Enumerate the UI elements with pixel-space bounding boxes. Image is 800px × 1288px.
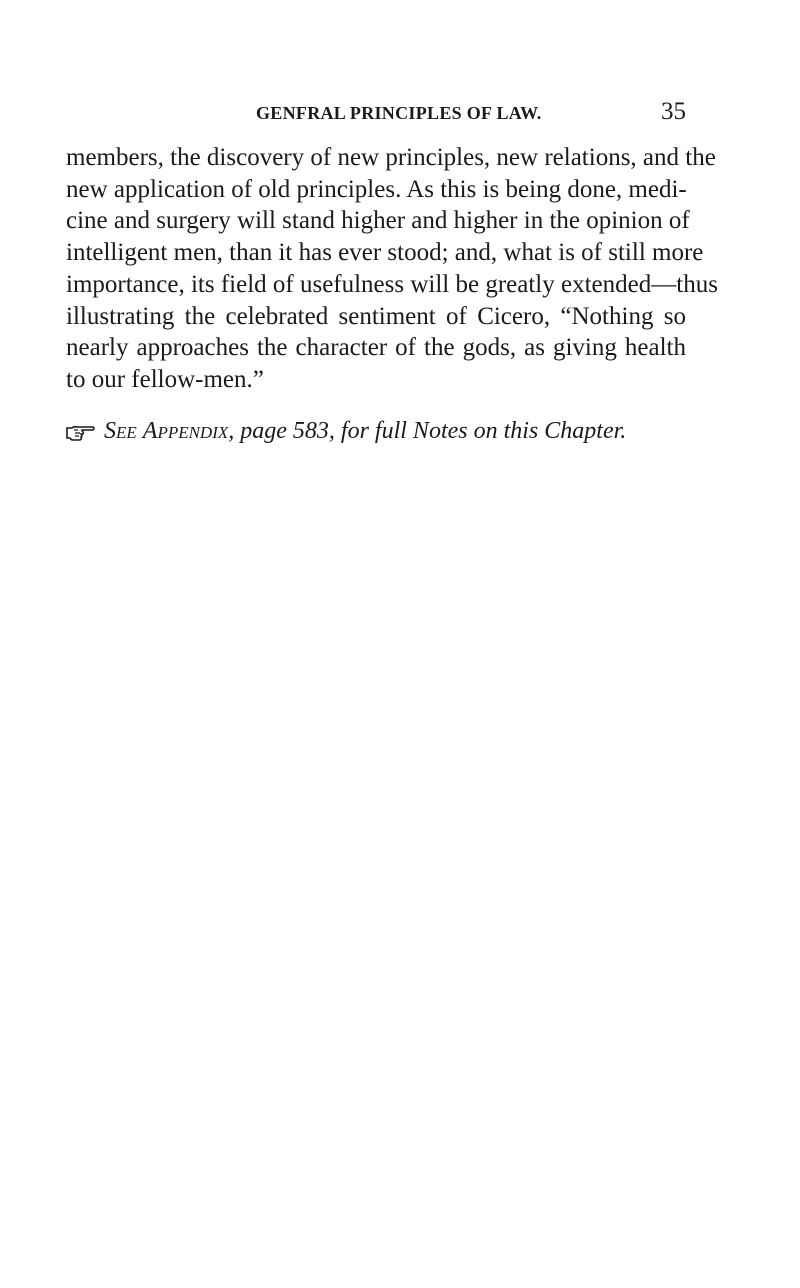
pointing-hand-icon — [66, 422, 96, 449]
appendix-note — [66, 418, 686, 449]
note-appendix: Appendix — [142, 418, 229, 444]
text-line: importance, its field of usefulness will be greatly extended—thus — [66, 270, 718, 298]
text-line: intelligent men, than it has ever stood; and, what is of still more — [66, 239, 704, 267]
page-header — [66, 98, 686, 133]
note-text: , page 583, for full Notes on this Chapter. — [228, 418, 627, 444]
note-see: See — [104, 418, 137, 444]
running-head: GENFRAL PRINCIPLES OF LAW. — [256, 103, 542, 123]
body-paragraph — [66, 142, 718, 396]
text-line: illustrating the celebrated sentiment of Cicero, “Nothing so — [66, 302, 686, 330]
text-line: to our fellow-men.” — [66, 365, 264, 393]
text-line: nearly approaches the character of the gods, as giving health — [66, 334, 686, 362]
text-line: members, the discovery of new principles, new relations, and the — [66, 144, 716, 171]
text-line: new application of old principles. As this is being done, medi- — [66, 175, 687, 203]
page-number: 35 — [661, 98, 686, 125]
text-line: cine and surgery will stand higher and higher in the opinion of — [66, 207, 690, 235]
